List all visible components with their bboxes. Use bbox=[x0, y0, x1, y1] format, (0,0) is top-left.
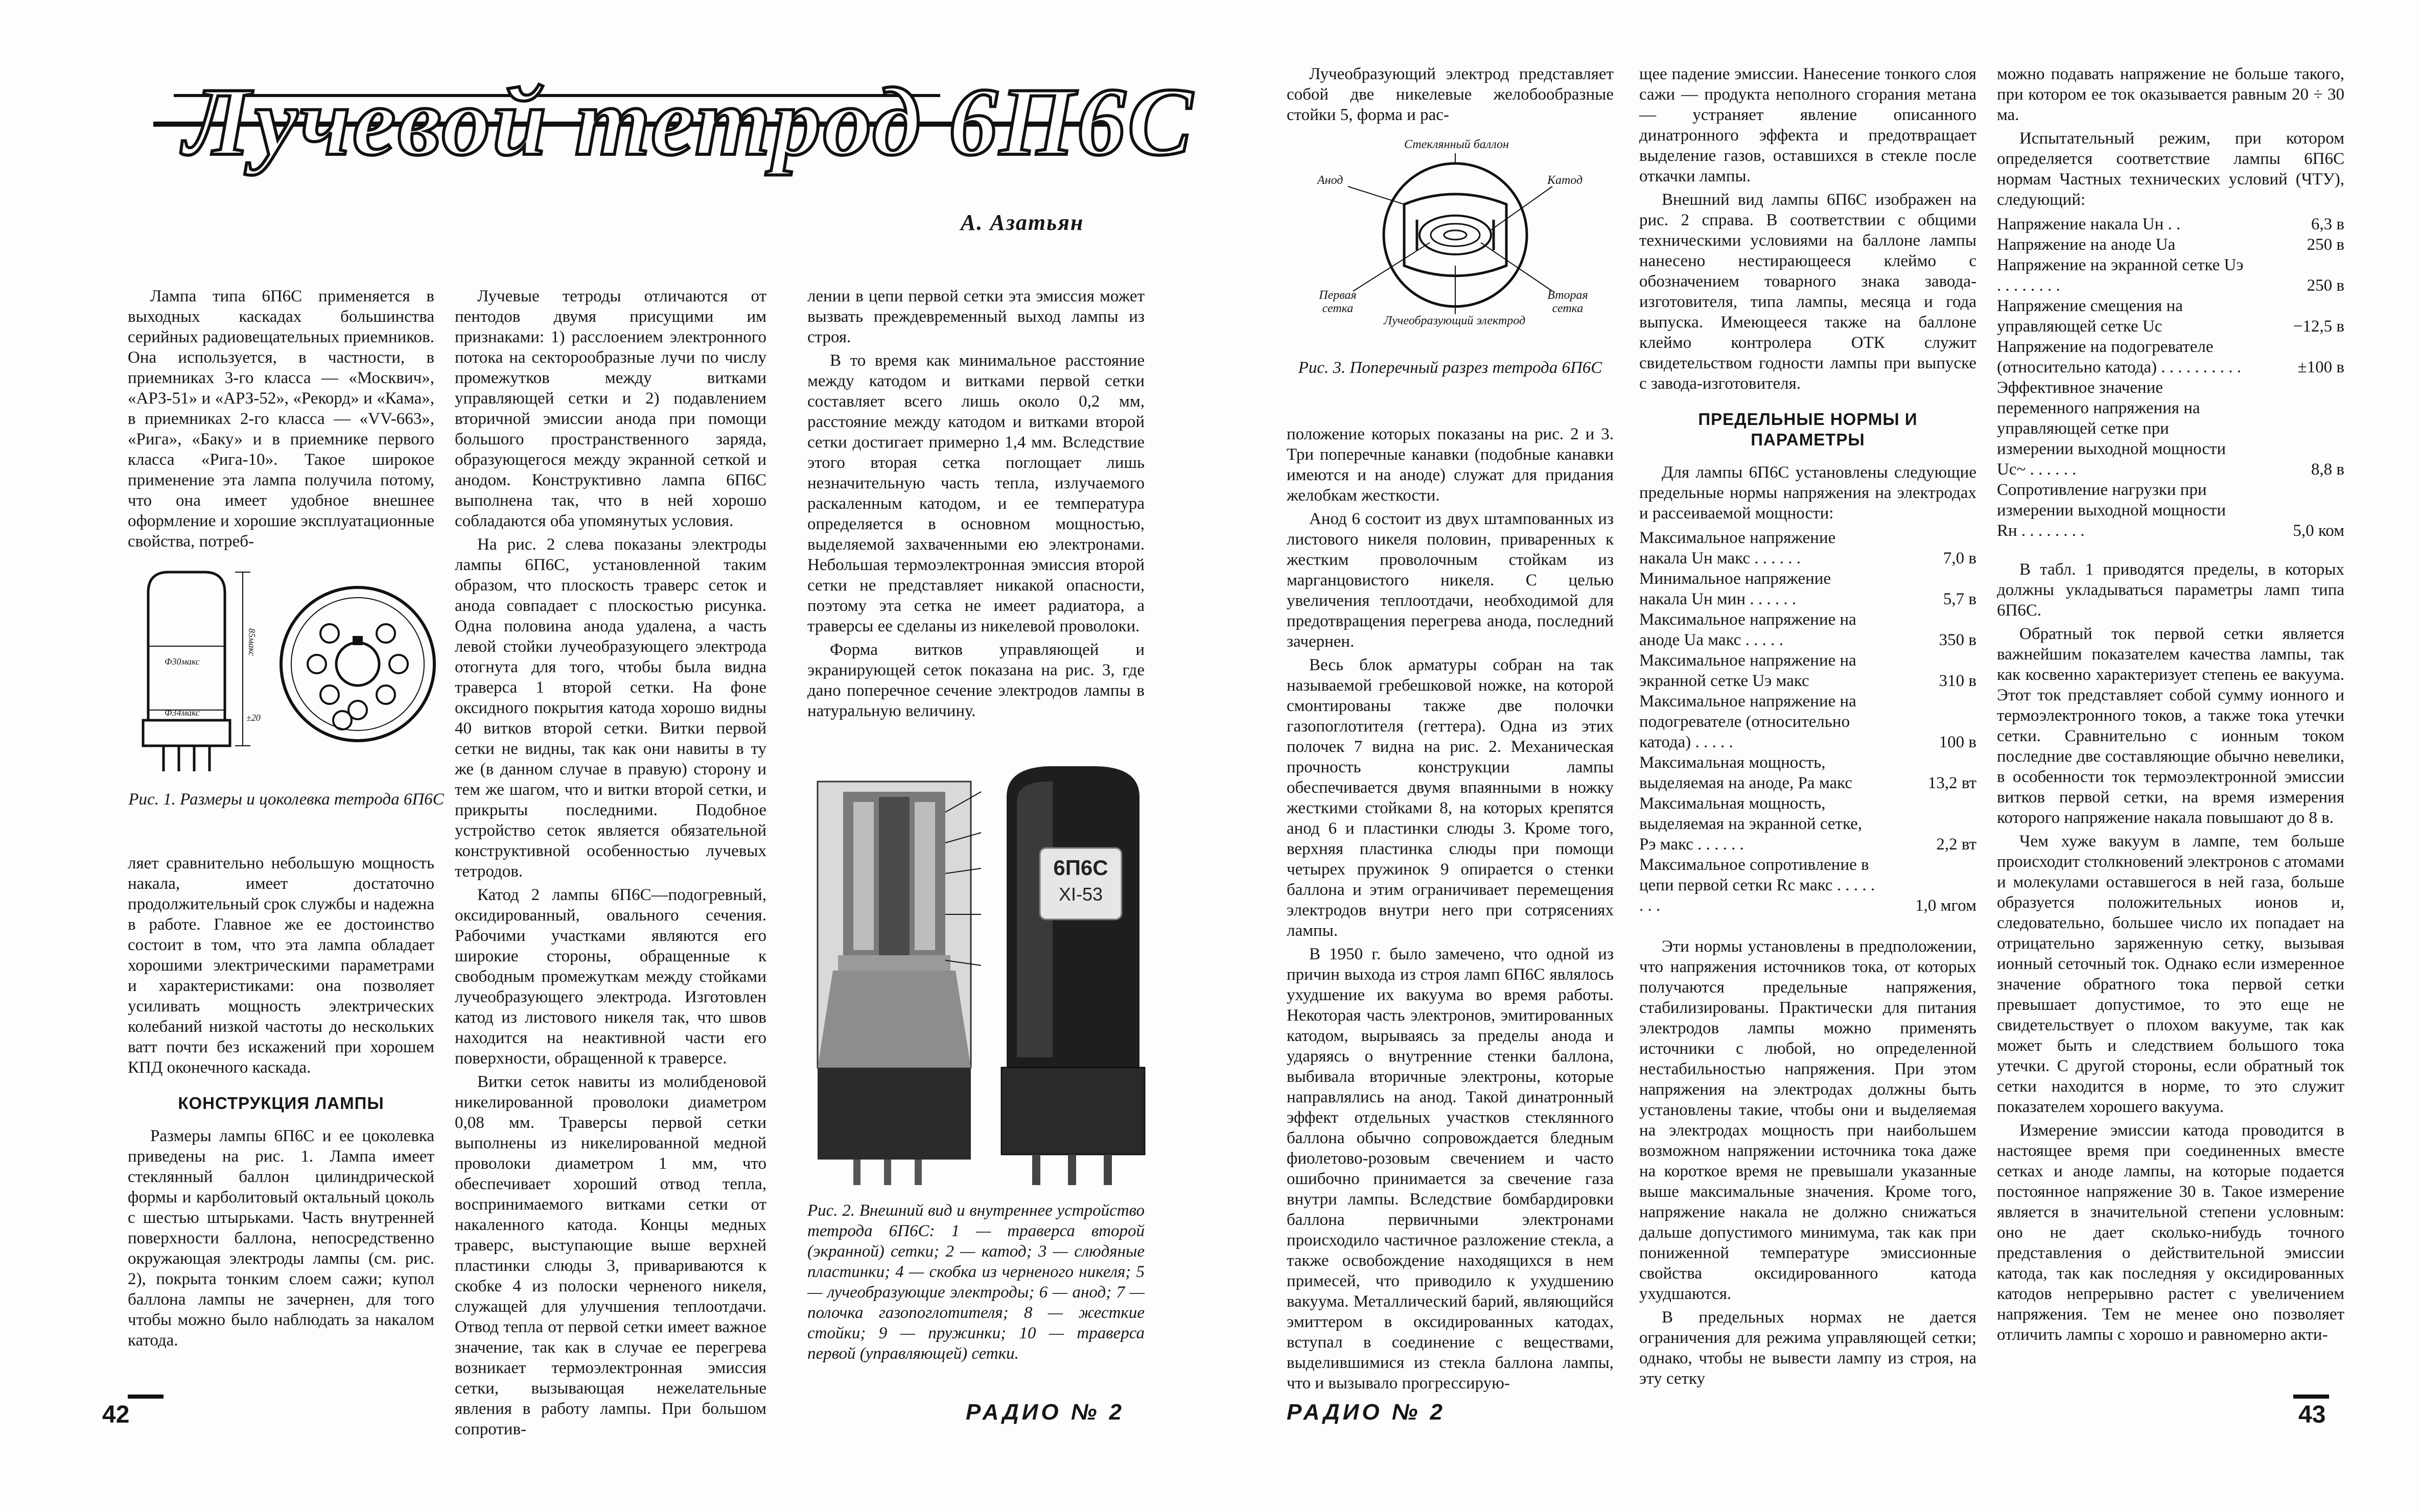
param-row-value: 250 в bbox=[2307, 235, 2344, 254]
heading-construction: КОНСТРУКЦИЯ ЛАМПЫ bbox=[178, 1094, 384, 1113]
page-number-rule bbox=[128, 1395, 164, 1399]
page-number-rule-right bbox=[2293, 1395, 2329, 1399]
bad-vacuum-paragraph: Чем хуже вакуум в лампе, тем больше происходит столкновений электронов с атомами и молекулами оставшегося в ней газа, больше образуется положительных ионов и, следовательно, большее число их попадает на отрицательно заряженную сетку, вызывая ионный сеточный ток. Однако если измеренное значение обратного тока первой сетки превышает допустимое, то это еще не свидетельствует о плохом вакууме, так как может быть и следствием большого тока утечки. С другой стороны, если обратный ток сетки находится в норме, то это служит показателем хорошего вакуума. bbox=[1997, 832, 2344, 1116]
cathode-emission-paragraph: Измерение эмиссии катода проводится в настоящее время при соединенных вместе сетках и аноде лампы, на которые подается постоянное напряжение 30 в. Такое измерение является в значительной степени условным: оно не дает сколько-нибудь точного представления о действительной эмиссии катода, так как последняя у оксидированных катодов непрерывно растет с увеличением напряжения. Тем не менее оно позволяет отличить лампы с хорошо и равномерно акти- bbox=[1997, 1121, 2344, 1344]
vacuum-paragraph: В 1950 г. было замечено, что одной из причин выхода из строя ламп 6П6С являлось ухудшение их вакуума во время работы. Некоторая часть электронов, эмитированных катодом, вырываясь за пределы анода и ударяясь о внутренние стенки баллона, выбивала вторичные электроны, которые направлялись на анод. Такой динатронный эффект отдельных участков стеклянного баллона обычно сопровождается бледным фиолетово-розовым свечением и часто ошибочно принимается за свечение газа внутри лампы. Вследствие бомбардировки баллона первичными электронами происходило частичное разложение стекла, а также освобождение находящихся в нем примесей, что приводило к ухудшению вакуума. Металлический барий, являющийся эмиттером в оксидированных катодах, вступал в соединение с веществами, выделившимися из стекла баллона лампы, что и вызывало прогрессирую- bbox=[1287, 945, 1614, 1392]
norms-paragraph: Эти нормы установлены в предположении, что напряжения источников тока, от которых получаются предельные напряжения, стабилизированы. Практически для питания электродов лампы можно применять источники с любой, но определенной нестабильностью напряжения. При этом напряжения на электродах должны быть установлены такие, чтобы они и выделяемая на электродах мощность при наибольшем возможном напряжении источника тока даже на короткое время не превышали указанные выше максимальные значения. Кроме того, напряжение накала не должно снижаться дальше допустимого минимума, так как при пониженной температуре эмиссионные свойства оксидированного катода ухудшаются. bbox=[1639, 937, 1976, 1303]
limit-row-value: 310 в bbox=[1939, 672, 1976, 690]
limit-row-value: 1,0 мгом bbox=[1915, 896, 1976, 915]
limit-row bbox=[1639, 650, 1976, 691]
grooves-paragraph: положение которых показаны на рис. 2 и 3. Три поперечные канавки (подобные канавки имеются и на аноде) служат для придания желобкам жесткости. bbox=[1287, 425, 1614, 505]
beam-electrode-paragraph: Лучеобразующий электрод представляет собой две никелевые желобообразные стойки 5, форма и рас- bbox=[1287, 65, 1614, 124]
limit-row bbox=[1639, 793, 1976, 855]
intro-paragraph: Лампа типа 6П6С применяется в выходных каскадах большинства серийных радиовещательных приемников. Она используется, в частности, в приемниках 3-го класса — «Москвич», «АРЗ-51» и «АРЗ-52», «Рекорд» и «Кама», в приемниках 2-го класса — «VV-663», «Рига», «Баку» и в приемнике первого класса «Рига-10». Такое широкое применение эта лампа получила потому, что она имеет удобное внешнее оформление и хорошие эксплуатационные свойства, потреб- bbox=[128, 287, 434, 551]
param-row-label: Напряжение накала Uн . . bbox=[1997, 215, 2181, 233]
param-row-label: Сопротивление нагрузки при измерении выходной мощности Rн . . . . . . . . bbox=[1997, 481, 2226, 540]
param-row bbox=[1997, 480, 2344, 541]
fig3-label-beam: Лучеобразующий электрод bbox=[1384, 314, 1526, 327]
limit-row-label: Максимальное напряжение на подогревателе (относительно катода) . . . . . bbox=[1639, 692, 1856, 751]
grid-wire-paragraph: Витки сеток навиты из молибденовой никелированной проволоки диаметром 0,08 мм. Траверсы первой сетки выполнены из никелированной медной проволоки диаметром 1 мм, что обеспечивает хороший отвод тепла, воспринимаемого витками сетки от накаленного катода. Концы медных траверс, выступающие выше верхней пластинки слюды 3, привариваются к скобке 4 из полоски черненого никеля, служащей для улучшения теплоотдачи. Отвод тепла от первой сетки имеет важное значение, так как в случае ее перегрева возникает термоэлектронная эмиссия сетки, вызывающая нежелательные явления в работу лампы. При большом сопротив- bbox=[455, 1073, 766, 1438]
fig1-label-h2: ±20 bbox=[246, 713, 261, 723]
fig3-label-glass: Стеклянный баллон bbox=[1404, 138, 1509, 151]
left-col3 bbox=[807, 286, 1145, 724]
param-row-value: 6,3 в bbox=[2311, 215, 2344, 233]
page-number-left: 42 bbox=[102, 1401, 130, 1428]
article-title: Лучевой тетрод 6П6С bbox=[184, 68, 1195, 176]
test-params-table bbox=[1997, 214, 2344, 541]
cathode-paragraph: Катод 2 лампы 6П6С—подогревный, оксидированный, овального сечения. Рабочими участками являются его широкие стороны, обращенные к свободным промежуткам между стойками лучеобразующего электрода. Изготовлен катод из листового никеля так, что швов находится на неактивной части его поверхности, обращенной к траверсе. bbox=[455, 886, 766, 1068]
right-col2 bbox=[1639, 64, 1976, 1392]
right-page bbox=[1210, 0, 2420, 1512]
intro-continuation: ляет сравнительно небольшую мощность накала, имеет достаточно продолжительный срок службы и надежна в работе. Главное же ее достоинство состоит в том, что эта лампа обладает хорошими электрическими параметрами и характеристиками: она позволяет усиливать мощность электрических колебаний низкой частоты до нескольких ватт почти без искажений при хорошем КПД оконечного каскада. bbox=[128, 854, 434, 1077]
article-title-block bbox=[153, 61, 1195, 179]
limit-row-label: Максимальная мощность, выделяемая на экранной сетке, Pэ макс . . . . . . bbox=[1639, 794, 1863, 854]
footer-right: РАДИО № 2 bbox=[1287, 1400, 1446, 1425]
limit-row-value: 5,7 в bbox=[1943, 590, 1976, 608]
param-row bbox=[1997, 255, 2344, 296]
grid-shape-paragraph: Форма витков управляющей и экранирующей сеток показана на рис. 3, где дано поперечное сечение электродов лампы в натуральную величину. bbox=[807, 641, 1145, 720]
param-row-label: Напряжение на аноде Uа bbox=[1997, 235, 2176, 254]
param-row bbox=[1997, 296, 2344, 337]
limit-row bbox=[1639, 528, 1976, 569]
limit-row-value: 100 в bbox=[1939, 733, 1976, 751]
footer-left: РАДИО № 2 bbox=[966, 1400, 1125, 1425]
figure-2-photo bbox=[807, 761, 1155, 1190]
figure-1-drawing bbox=[128, 562, 445, 782]
tube-marking-date: XI-53 bbox=[1058, 884, 1103, 905]
right-col1-top bbox=[1287, 64, 1614, 128]
param-row bbox=[1997, 234, 2344, 255]
reverse-current-paragraph: Обратный ток первой сетки является важнейшим показателем качества лампы, так как косвенно характеризует степень ее вакуума. Этот ток представляет собой сумму ионного и термоэлектронного токов, а также тока утечки сетки. Сравнительно с ионным током последние две составляющие обычно невелики, в особенности ток термоэлектронной эмиссии витков первой сетки, на время измерения которого напряжение накала повышают до 8 в. bbox=[1997, 625, 2344, 827]
limit-row-label: Минимальное напряжение накала Uн мин . . . . . . bbox=[1639, 570, 1831, 608]
appearance-paragraph: Внешний вид лампы 6П6С изображен на рис. 2 справа. В соответствии с общими техническими условиями на баллоне лампы нанесено нестирающееся клеймо с обозначением товарного знака завода-изготовителя, типа лампы, месяца и года выпуска. Имеющееся также на баллоне клеймо контролера ОТК служит свидетельством годности лампы при выпуске с завода-изготовителя. bbox=[1639, 191, 1976, 393]
tube-marking-type: 6П6С bbox=[1053, 856, 1108, 880]
limits-intro-paragraph: Для лампы 6П6С установлены следующие предельные нормы напряжения на электродах и рассеиваемой мощности: bbox=[1639, 463, 1976, 523]
test-mode-paragraph: Испытательный режим, при котором определяется соответствие лампы 6П6С нормам Частных технических условий (ЧТУ), следующий: bbox=[1997, 129, 2344, 209]
table1-paragraph: В табл. 1 приводятся пределы, в которых должны укладываться параметры ламп типа 6П6С. bbox=[1997, 560, 2344, 620]
param-row-value: −12,5 в bbox=[2293, 317, 2344, 336]
limits-table bbox=[1639, 528, 1976, 916]
limit-row bbox=[1639, 752, 1976, 793]
limit-row bbox=[1639, 569, 1976, 609]
emission-continuation: лении в цепи первой сетки эта эмиссия может вызвать преждевременный выход лампы из строя. bbox=[807, 287, 1145, 346]
fig1-label-height: 85макс bbox=[247, 628, 257, 656]
fig3-label-anode: Анод bbox=[1317, 174, 1343, 187]
limit-row-label: Максимальное напряжение на экранной сетке Uэ макс bbox=[1639, 651, 1856, 690]
limit-row bbox=[1639, 609, 1976, 650]
right-col1-bottom bbox=[1287, 424, 1614, 1397]
fig3-label-grid2: Вторая сетка bbox=[1547, 289, 1588, 315]
fig3-label-cathode: Катод bbox=[1547, 174, 1583, 187]
fig1-label-d1: Ф30макс bbox=[165, 656, 200, 667]
param-row-value: 250 в bbox=[2307, 276, 2344, 295]
grid-current-continuation: можно подавать напряжение не больше такого, при котором ее ток оказывается равным 20 ÷ 30 ма. bbox=[1997, 65, 2344, 124]
fig1-label-d2: Ф34макс bbox=[165, 707, 200, 718]
param-row-label: Напряжение на экранной сетке Uэ . . . . . . . . bbox=[1997, 256, 2244, 295]
right-col3 bbox=[1997, 64, 2344, 1348]
param-row-label: Напряжение смещения на управляющей сетке Uс bbox=[1997, 297, 2183, 336]
limit-row-value: 13,2 вт bbox=[1927, 774, 1976, 792]
left-col1-top bbox=[128, 286, 434, 555]
param-row-value: ±100 в bbox=[2297, 358, 2344, 376]
param-row-value: 8,8 в bbox=[2311, 460, 2344, 479]
limit-row-value: 2,2 вт bbox=[1936, 835, 1976, 854]
figure-2 bbox=[807, 761, 1155, 1190]
fig3-label-grid1: Первая сетка bbox=[1319, 289, 1357, 315]
anode-paragraph: Анод 6 состоит из двух штампованных из листового никеля половин, приваренных к жестким проволочным стойкам из марганцовистого никеля. С целью увеличения теплоотдачи, необходимой для предотвращения перегрева анода, последний зачернен. bbox=[1287, 510, 1614, 651]
param-row bbox=[1997, 377, 2344, 480]
left-col1-bottom bbox=[128, 853, 434, 1354]
param-row-label: Эффективное значение переменного напряжения на управляющей сетке при измерении выходной мощности Uс~ . . . . . . bbox=[1997, 379, 2226, 479]
construction-paragraph: Размеры лампы 6П6С и ее цоколевка приведены на рис. 1. Лампа имеет стеклянный баллон цилиндрической формы и карболитовый октальный цоколь с шестью штырьками. Часть внутренней поверхности баллона, непосредственно окружающая электроды лампы (см. рис. 2), покрыта тонким слоем сажи; купол баллона лампы не зачернен, для того чтобы можно было наблюдать за накалом катода. bbox=[128, 1127, 434, 1350]
limit-row bbox=[1639, 855, 1976, 916]
heading-limits: ПРЕДЕЛЬНЫЕ НОРМЫ И ПАРАМЕТРЫ bbox=[1698, 410, 1918, 449]
limit-row-label: Максимальная мощность, выделяемая на аноде, Pа макс bbox=[1639, 753, 1852, 792]
grid-limit-paragraph: В предельных нормах не дается ограничения для режима управляющей сетки; однако, чтобы не вывести лампу из строя, на эту сетку bbox=[1639, 1308, 1976, 1388]
grid-distance-paragraph: В то время как минимальное расстояние между катодом и витками первой сетки составляет всего лишь около 0,2 мм, расстояние между катодом и витками второй сетки достигает примерно 1,4 мм. Вследствие этого вторая сетка поглощает лишь незначительную часть тепла, излучаемого раскаленным катодом, и ее температура определяется в основном мощностью, выделяемой захваченными ею электронами. Небольшая термоэлектронная эмиссия второй сетки не представляет никакой опасности, поэтому эта сетка не имеет радиатора, а траверсы ее сделаны из никелевой проволоки. bbox=[807, 351, 1145, 635]
param-row bbox=[1997, 214, 2344, 234]
figure-3 bbox=[1287, 138, 1624, 332]
limit-row bbox=[1639, 691, 1976, 752]
param-row-value: 5,0 ком bbox=[2293, 522, 2344, 540]
author: А. Азатьян bbox=[961, 210, 1084, 235]
limit-row-label: Максимальное напряжение накала Uн макс . . . . . . bbox=[1639, 529, 1836, 568]
assembly-paragraph: Весь блок арматуры собран на так называемой гребешковой ножке, на которой смонтированы также две полочки газопоглотителя (геттера). Одна из этих полочек 7 видна на рис. 2. Механическая прочность конструкции лампы обеспечивается двумя впаянными в ножку жесткими стойками 8, на которых крепятся анод 6 и пластинки слюды 3. Кроме того, верхняя пластинка слюды при помощи четырех пружинок 9 опирается о стенки баллона и этим ограничивает перемещения электродов внутри него при сотрясениях лампы. bbox=[1287, 656, 1614, 940]
limit-row-label: Максимальное сопротивление в цепи первой сетки Rс макс . . . . . . . . bbox=[1639, 856, 1875, 915]
param-row bbox=[1997, 337, 2344, 377]
limit-row-label: Максимальное напряжение на аноде Uа макс . . . . . bbox=[1639, 610, 1856, 649]
emission-drop-paragraph: щее падение эмиссии. Нанесение тонкого слоя сажи — продукта неполного сгорания метана — устраняет явление описанного динатронного эффекта и предотвращает выделение газов, оставшихся в стекле после откачки лампы. bbox=[1639, 65, 1976, 185]
figure-3-caption: Рис. 3. Поперечный разрез тетрода 6П6С bbox=[1298, 359, 1602, 377]
page-number-right: 43 bbox=[2298, 1401, 2326, 1428]
left-col2 bbox=[455, 286, 766, 1443]
figure-2-caption: Рис. 2. Внешний вид и внутреннее устройство тетрода 6П6С: 1 — траверса второй (экранной) сетки; 2 — катод; 3 — слюдяные пластинки; 4 — скобка из черненого никеля; 5 — лучеобразующие электроды; 6 — анод; 7 — полочка газопоглотителя; 8 — жесткие стойки; 9 — пружинки; 10 — траверса первой (управляющей) сетки. bbox=[807, 1201, 1145, 1363]
param-row-label: Напряжение на подогревателе (относительно катода) . . . . . . . . . . bbox=[1997, 338, 2242, 376]
limit-row-value: 350 в bbox=[1939, 631, 1976, 649]
electrodes-paragraph: На рис. 2 слева показаны электроды лампы 6П6С, установленной таким образом, что плоскость траверс сеток и анода совпадает с плоскостью рисунка. Одна половина анода удалена, а часть левой стойки лучеобразующего электрода отогнута для того, чтобы была видна траверса 1 второй сетки. На фоне оксидного покрытия катода хорошо видны 40 витков второй сетки. Витки первой сетки не видны, так как они навиты в ту же (в данном случае в правую) сторону и тем же шагом, что и витки второй сетки, и прикрыты последними. Подобное устройство сеток является обязательной конструктивной особенностью лучевых тетродов. bbox=[455, 535, 766, 881]
limit-row-value: 7,0 в bbox=[1943, 549, 1976, 568]
beam-tetrode-paragraph: Лучевые тетроды отличаются от пентодов двумя присущими им признаками: 1) расслоением электронного потока на секторообразные лучи по числу промежутков между витками управляющей сетки и 2) подавлением вторичной эмиссии анода при помощи большого пространственного заряда, образующегося между экранной сеткой и анодом. Конструктивно лампа 6П6С выполнена так, что в ней хорошо собладаются оба упомянутых условия. bbox=[455, 287, 766, 530]
figure-1 bbox=[128, 562, 445, 782]
figure-1-caption: Рис. 1. Размеры и цоколевка тетрода 6П6С bbox=[128, 790, 444, 809]
